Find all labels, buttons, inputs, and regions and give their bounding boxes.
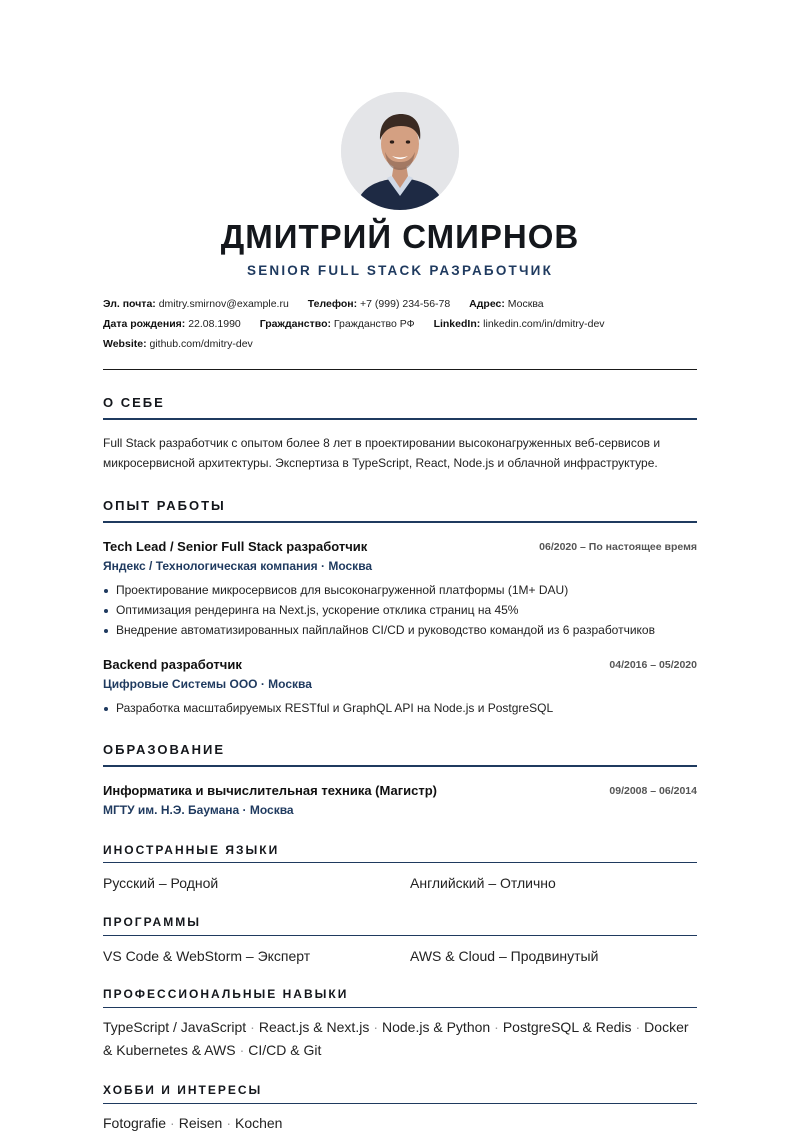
skills-list <box>103 1016 697 1062</box>
job-company: Яндекс / Технологическая компания · Москва <box>103 559 373 573</box>
contact-row <box>103 317 703 337</box>
list-item: Fotografie <box>103 1115 167 1131</box>
list-item: CI/CD & Git <box>248 1042 322 1058</box>
job-dates: 06/2020 – По настоящее время <box>539 541 697 553</box>
birthdate-label: Дата рождения: <box>103 318 186 330</box>
list-item: React.js & Next.js <box>258 1019 370 1035</box>
address-value: Москва <box>507 298 544 310</box>
job-dates: 04/2016 – 05/2020 <box>609 659 697 671</box>
contact-phone <box>308 297 451 312</box>
list-item: Docker & Kubernetes & AWS <box>103 1019 689 1058</box>
list-item: Reisen <box>178 1115 223 1131</box>
contact-linkedin <box>434 317 605 332</box>
section-title-languages: ИНОСТРАННЫЕ ЯЗЫКИ <box>103 843 280 857</box>
separator: · <box>494 1019 499 1035</box>
list-item: TypeScript / JavaScript <box>103 1019 247 1035</box>
list-item: Разработка масштабируемых RESTful и GraphQL API на Node.js и PostgreSQL <box>103 698 697 718</box>
separator: · <box>239 1042 245 1058</box>
job-title: Tech Lead / Senior Full Stack разработчик <box>103 539 368 554</box>
contact-row <box>103 297 703 317</box>
section-divider <box>103 521 697 523</box>
degree-title: Информатика и вычислительная техника (Магистр) <box>103 783 438 798</box>
separator: · <box>170 1115 175 1131</box>
job-achievements <box>103 580 697 640</box>
email-value[interactable]: dmitry.smirnov@example.ru <box>158 298 289 310</box>
section-divider <box>103 1103 697 1104</box>
section-title-software: ПРОГРАММЫ <box>103 915 201 929</box>
list-item: AWS & Cloud – Продвинутый <box>410 948 599 964</box>
list-item: VS Code & WebStorm – Эксперт <box>103 948 311 964</box>
linkedin-label: LinkedIn: <box>433 318 481 330</box>
candidate-name: ДМИТРИЙ СМИРНОВ <box>220 218 580 255</box>
separator: · <box>635 1019 641 1035</box>
job-company: Цифровые Системы ООО · Москва <box>103 677 312 691</box>
list-item: Оптимизация рендеринга на Next.js, ускорение отклика страниц на 45% <box>103 600 697 620</box>
header-divider <box>103 369 697 370</box>
list-item: Внедрение автоматизированных пайплайнов CI/CD и руководство командой из 6 разработчиков <box>103 620 697 640</box>
contact-email <box>103 297 289 312</box>
birthdate-value: 22.08.1990 <box>188 318 241 330</box>
contact-address <box>469 297 543 312</box>
phone-value: +7 (999) 234-56-78 <box>360 298 451 310</box>
list-item: Node.js & Python <box>382 1019 491 1035</box>
person-portrait-image <box>341 92 459 210</box>
linkedin-link[interactable]: linkedin.com/in/dmitry-dev <box>483 318 605 330</box>
hobbies-list <box>103 1112 697 1131</box>
contact-row <box>103 337 703 357</box>
section-title-hobbies: ХОББИ И ИНТЕРЕСЫ <box>103 1083 263 1097</box>
citizenship-label: Гражданство: <box>259 318 331 330</box>
email-label: Эл. почта: <box>103 298 156 310</box>
about-text: Full Stack разработчик с опытом более 8 лет в проектировании высоконагруженных веб-сервисов и микросервисной архитектуры. Экспертиза в TypeScript, React, Node.js и облачной инфраструктуре. <box>103 436 661 470</box>
job-title: Backend разработчик <box>103 657 242 672</box>
section-divider <box>103 935 697 936</box>
contact-birthdate <box>103 317 241 332</box>
website-label: Website: <box>103 338 147 350</box>
job-achievements <box>103 698 697 718</box>
list-item: Проектирование микросервисов для высоконагруженной платформы (1M+ DAU) <box>103 580 697 600</box>
section-divider <box>103 862 697 863</box>
address-label: Адрес: <box>469 298 505 310</box>
citizenship-value: Гражданство РФ <box>333 318 415 330</box>
separator: · <box>373 1019 378 1035</box>
contact-citizenship <box>260 317 415 332</box>
section-divider <box>103 418 697 420</box>
section-divider <box>103 765 697 767</box>
contact-website <box>103 337 253 352</box>
list-item: Русский – Родной <box>103 875 219 891</box>
list-item: PostgreSQL & Redis <box>502 1019 632 1035</box>
section-title-about: О СЕБЕ <box>103 395 165 410</box>
section-title-skills: ПРОФЕССИОНАЛЬНЫЕ НАВЫКИ <box>103 987 349 1001</box>
education-dates: 09/2008 – 06/2014 <box>609 785 697 797</box>
profile-photo <box>341 92 459 210</box>
list-item: Английский – Отлично <box>410 875 556 891</box>
contact-info <box>103 297 703 357</box>
phone-label: Телефон: <box>307 298 358 310</box>
list-item: Kochen <box>234 1115 283 1131</box>
separator: · <box>250 1019 255 1035</box>
section-title-education: ОБРАЗОВАНИЕ <box>103 742 225 757</box>
candidate-role: SENIOR FULL STACK РАЗРАБОТЧИК <box>246 263 554 278</box>
section-divider <box>103 1007 697 1008</box>
school-name: МГТУ им. Н.Э. Баумана · Москва <box>103 803 294 817</box>
website-link[interactable]: github.com/dmitry-dev <box>149 338 253 350</box>
section-title-experience: ОПЫТ РАБОТЫ <box>103 498 226 513</box>
separator: · <box>226 1115 231 1131</box>
